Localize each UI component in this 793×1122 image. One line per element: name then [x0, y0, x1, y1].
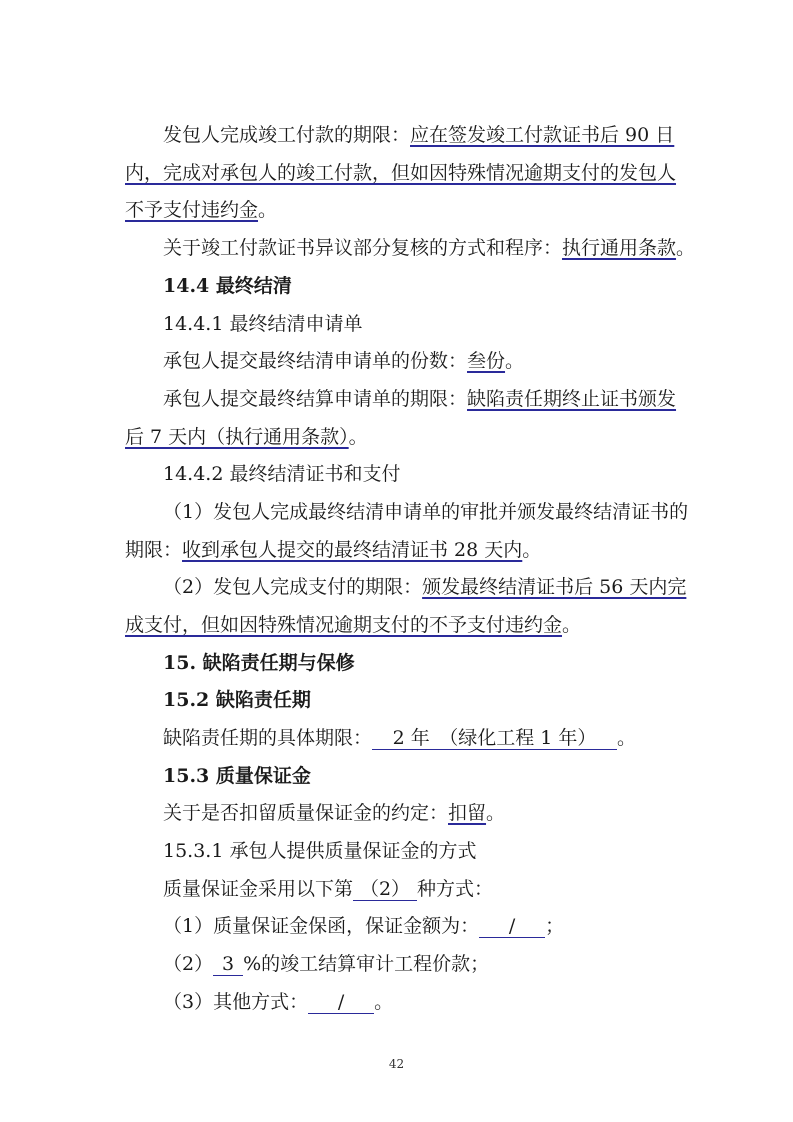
final-payment-deadline: （2）发包人完成支付的期限：颁发最终结清证书后 56 天内完: [163, 576, 687, 598]
heading-14-4-2: 14.4.2 最终结清证书和支付: [163, 463, 401, 485]
retention-agreement: 关于是否扣留质量保证金的约定：扣留。: [163, 802, 506, 824]
final-settlement-deadline: 承包人提交最终结算申请单的期限：缺陷责任期终止证书颁发: [163, 388, 677, 410]
completion-payment-deadline-line2: 内，完成对承包人的竣工付款，但如因特殊情况逾期支付的发包人: [125, 162, 677, 184]
heading-14-4: 14.4 最终结清: [163, 275, 292, 297]
retention-method-1: （1）质量保证金保函，保证金额为： / ；: [163, 915, 565, 937]
objection-review-method: 关于竣工付款证书异议部分复核的方式和程序：执行通用条款。: [163, 237, 696, 259]
completion-payment-deadline-line3: 不予支付违约金。: [125, 199, 278, 221]
final-settlement-copies: 承包人提交最终结清申请单的份数：叁份。: [163, 350, 525, 372]
heading-15-3-1: 15.3.1 承包人提供质量保证金的方式: [163, 840, 477, 862]
page-number: 42: [388, 1057, 405, 1071]
final-payment-deadline-line2: 成支付，但如因特殊情况逾期支付的不予支付违约金。: [125, 614, 582, 636]
heading-15-2: 15.2 缺陷责任期: [163, 689, 311, 711]
defect-liability-period: 缺陷责任期的具体期限： 2 年 （绿化工程 1 年） 。: [163, 727, 637, 749]
heading-15-3: 15.3 质量保证金: [163, 765, 311, 787]
heading-15: 15. 缺陷责任期与保修: [163, 652, 355, 674]
retention-method-3: （3）其他方式： / 。: [163, 991, 394, 1013]
final-certificate-approval: （1）发包人完成最终结清申请单的审批并颁发最终结清证书的: [163, 501, 689, 523]
heading-14-4-1: 14.4.1 最终结清申请单: [163, 313, 363, 335]
retention-method-choice: 质量保证金采用以下第 （2） 种方式：: [163, 878, 494, 900]
completion-payment-deadline-value: 应在签发竣工付款证书后 90 日: [410, 124, 675, 146]
final-certificate-approval-line2: 期限：收到承包人提交的最终结清证书 28 天内。: [125, 539, 542, 561]
retention-method-2: （2） 3 %的竣工结算审计工程价款；: [163, 953, 490, 975]
completion-payment-deadline: 发包人完成竣工付款的期限：应在签发竣工付款证书后 90 日: [163, 124, 675, 146]
final-settlement-deadline-line2: 后 7 天内（执行通用条款）。: [125, 426, 368, 448]
